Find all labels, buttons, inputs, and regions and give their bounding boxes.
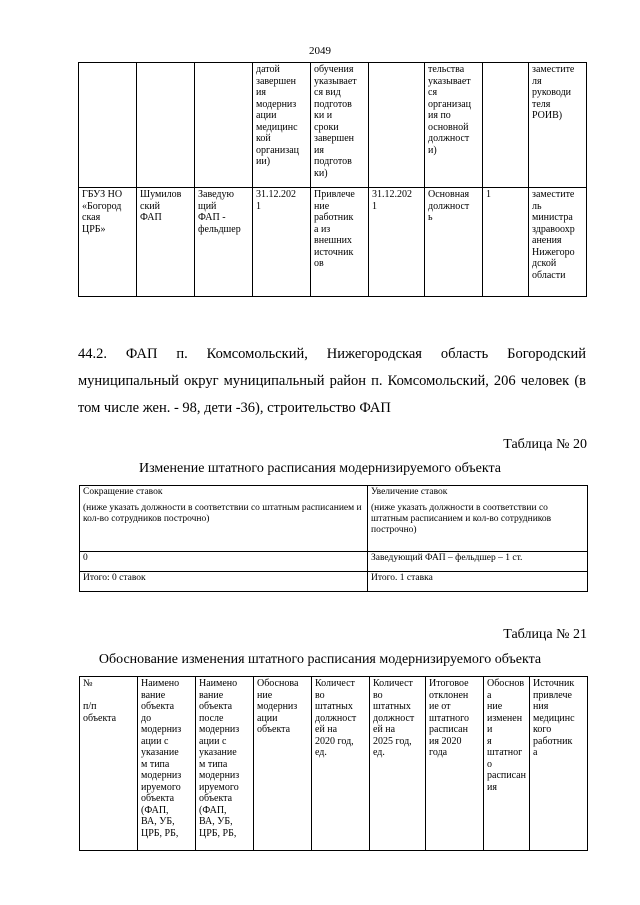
table-cell: заместите ля руководи теля РОИВ) [529, 63, 587, 188]
staffing-change-table [79, 485, 588, 592]
table-cell: Основная должност ь [425, 188, 483, 297]
column-header: Обоснова ние модерниз ации объекта [254, 677, 312, 851]
increase-note: (ниже указать должности в соответствии со штатным расписанием и кол-во сотрудников построчно) [371, 503, 552, 535]
table-cell: Шумилов ский ФАП [137, 188, 195, 297]
table-cell: 1 [483, 188, 529, 297]
table-cell: датой завершен ия модерниз ации медицинс кой организац ии) [253, 63, 311, 188]
table-cell: Итого. 1 ставка [368, 572, 588, 592]
table-row [80, 572, 588, 592]
table-cell: Заведую щий ФАП - фельдшер [195, 188, 253, 297]
table-20-number: Таблица № 20 [503, 437, 587, 452]
table-cell [369, 63, 425, 188]
table-cell: Заведующий ФАП – фельдшер – 1 ст. [368, 552, 588, 572]
table-cell [137, 63, 195, 188]
table-cell: обучения указывает ся вид подготов ки и сроки завершен ия подготов ки) [311, 63, 369, 188]
column-header: Обоснова ние изменени я штатного расписан ия [484, 677, 530, 851]
table-21-title: Обоснование изменения штатного расписания модернизируемого объекта [98, 652, 542, 667]
reduction-header: Сокращение ставок [83, 487, 163, 497]
reduction-note: (ниже указать должности в соответствии со штатным расписанием и кол-во сотрудников построчно) [83, 503, 362, 524]
column-header: Количест во штатных должност ей на 2025 год, ед. [370, 677, 426, 851]
table-row [80, 486, 588, 552]
table-cell [483, 63, 529, 188]
column-header: Итоговое отклонен ие от штатного расписан ия 2020 года [426, 677, 484, 851]
table-cell: Привлече ние работник а из внешних источник ов [311, 188, 369, 297]
table-cell: 31.12.202 1 [369, 188, 425, 297]
section-paragraph: 44.2. ФАП п. Комсомольский, Нижегородская область Богородский муниципальный округ муниципальный район п. Комсомольский, 206 человек (в том числе жен. - 98, дети -36), строительство ФАП [78, 346, 586, 416]
table-cell: Итого: 0 ставок [80, 572, 368, 592]
table-cell: заместите ль министра здравоохр анения Нижегоро дской области [529, 188, 587, 297]
column-header: Наимено вание объекта после модерниз ации с указание м типа модерниз ируемого объекта (ФАП, ВА, УБ, ЦРБ, РБ, [196, 677, 254, 851]
staffing-justification-table [79, 676, 588, 851]
table-row [80, 552, 588, 572]
table-row [79, 188, 587, 297]
column-header: Источник привлече ния медицинс кого работник а [530, 677, 588, 851]
table-cell [368, 486, 588, 552]
table-cell: ГБУЗ НО «Богород ская ЦРБ» [79, 188, 137, 297]
table-21-number: Таблица № 21 [503, 627, 587, 642]
column-header: Наимено вание объекта до модерниз ации с указание м типа модерниз ируемого объекта (ФАП, ВА, УБ, ЦРБ, РБ, [138, 677, 196, 851]
table-row [79, 63, 587, 188]
table-20-title: Изменение штатного расписания модернизируемого объекта [138, 461, 502, 476]
increase-header: Увеличение ставок [371, 487, 448, 497]
table-cell [80, 486, 368, 552]
column-header: № п/п объекта [80, 677, 138, 851]
table-cell [195, 63, 253, 188]
table-cell: тельства указывает ся организац ия по основной должност и) [425, 63, 483, 188]
page-number: 2049 [309, 45, 331, 57]
staff-table-continued [78, 62, 587, 297]
table-cell: 31.12.202 1 [253, 188, 311, 297]
table-header-row [80, 677, 588, 851]
table-cell: 0 [80, 552, 368, 572]
table-cell [79, 63, 137, 188]
column-header: Количест во штатных должност ей на 2020 год, ед. [312, 677, 370, 851]
